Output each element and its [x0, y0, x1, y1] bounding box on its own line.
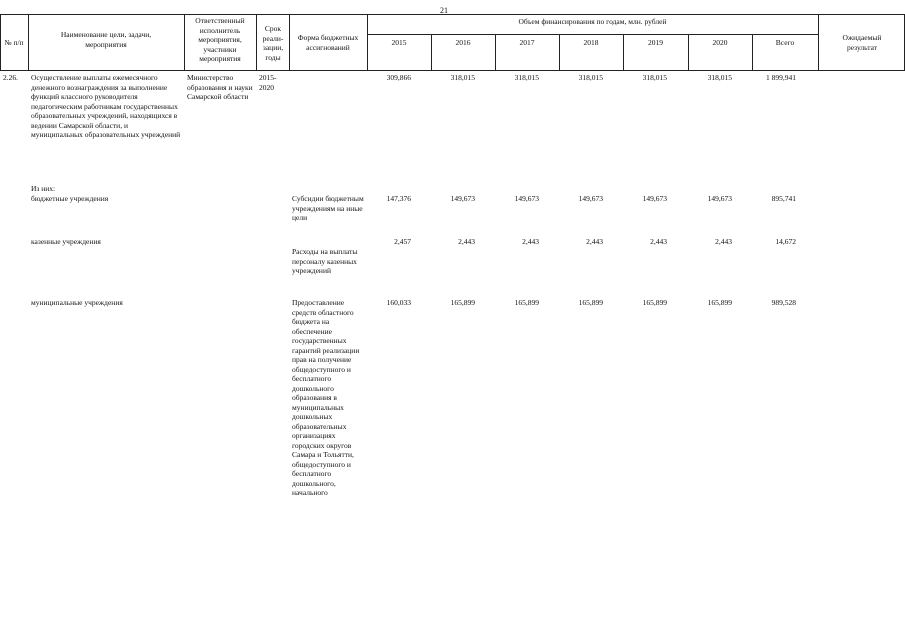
subrow-budget-value-2017: 149,673	[514, 194, 539, 203]
subrow-budget-value-2015: 147,376	[386, 194, 411, 203]
row-main-value-2016: 318,015	[450, 73, 475, 82]
header-year-2016: 2016	[455, 38, 471, 47]
subrow-state-value-2020: 2,443	[715, 237, 732, 246]
header-year-total: Всего	[775, 38, 795, 47]
subrow-municipal-value-2015: 160,033	[386, 298, 411, 307]
header-year-2018: 2018	[583, 38, 599, 47]
row-main-value-2020: 318,015	[707, 73, 732, 82]
row-main-value-2015: 309,866	[386, 73, 411, 82]
row-main-responsible: Министерство образования и науки Самарской области	[187, 73, 253, 101]
subrow-municipal-value-2016: 165,899	[450, 298, 475, 307]
header-col-funding: Объем финансирования по годам, млн. рублей	[518, 17, 667, 26]
row-main-num: 2.26.	[3, 73, 18, 82]
subrow-municipal-name: муниципальные учреждения	[31, 298, 123, 307]
subrow-municipal-form: Предоставление средств областного бюджета на обеспечение государственных гарантий реализации прав на получение общедоступного и бесплатного дошкольного образования в муниципальных дошкольных образовательных организациях городских округов Самара и Тольятти, общедоступного и бесплатного дошкольного, начального	[292, 298, 360, 497]
subrow-budget-value-2018: 149,673	[578, 194, 603, 203]
subrow-state-value-total: 14,672	[775, 237, 796, 246]
subrow-state-name: казенные учреждения	[31, 237, 101, 246]
subrow-state-form: Расходы на выплаты персоналу казенных учреждений	[292, 247, 358, 275]
header-col-form: Форма бюджетных ассигнований	[297, 33, 359, 52]
header-col-term: Срок реали-зации, годы	[262, 24, 284, 62]
row-main-value-2019: 318,015	[642, 73, 667, 82]
header-year-2015: 2015	[391, 38, 407, 47]
subrow-state-value-2017: 2,443	[522, 237, 539, 246]
row-main-value-2018: 318,015	[578, 73, 603, 82]
page-number: 21	[440, 6, 448, 15]
subrow-budget-value-2016: 149,673	[450, 194, 475, 203]
row-main-term: 2015-2020	[259, 73, 277, 92]
header-year-2017: 2017	[519, 38, 535, 47]
of-which-label: Из них:	[31, 184, 56, 193]
header-year-2019: 2019	[648, 38, 663, 47]
subrow-state-value-2015: 2,457	[394, 237, 411, 246]
subrow-municipal-value-total: 989,528	[771, 298, 796, 307]
header-year-2020: 2020	[712, 38, 728, 47]
subrow-municipal-value-2018: 165,899	[578, 298, 603, 307]
header-col-responsible: Ответственный исполнитель мероприятия, участники мероприятия	[195, 16, 245, 63]
subrow-state-value-2019: 2,443	[650, 237, 667, 246]
subrow-municipal-value-2020: 165,899	[707, 298, 732, 307]
subrow-budget-form: Субсидии бюджетным учреждениям на иные цели	[292, 194, 364, 222]
subrow-state-value-2018: 2,443	[586, 237, 603, 246]
subrow-budget-value-2020: 149,673	[707, 194, 732, 203]
subrow-state-value-2016: 2,443	[458, 237, 475, 246]
header-col-result: Ожидаемый результат	[842, 33, 882, 52]
header-col-num: № п/п	[4, 38, 24, 47]
subrow-budget-name: бюджетные учреждения	[31, 194, 109, 203]
subrow-municipal-value-2017: 165,899	[514, 298, 539, 307]
subrow-budget-value-2019: 149,673	[642, 194, 667, 203]
row-main-value-2017: 318,015	[514, 73, 539, 82]
row-main-name: Осуществление выплаты ежемесячного денежного вознаграждения за выполнение функций классного руководителя педагогическим работникам государственных образовательных учреждений, находящихся в ведении Самарской области, и муниципальных образовательных учреждений	[31, 73, 181, 139]
subrow-budget-value-total: 895,741	[771, 194, 796, 203]
header-col-name: Наименование цели, задачи, мероприятия	[60, 30, 152, 49]
subrow-municipal-value-2019: 165,899	[642, 298, 667, 307]
row-main-value-total: 1 899,941	[766, 73, 796, 82]
